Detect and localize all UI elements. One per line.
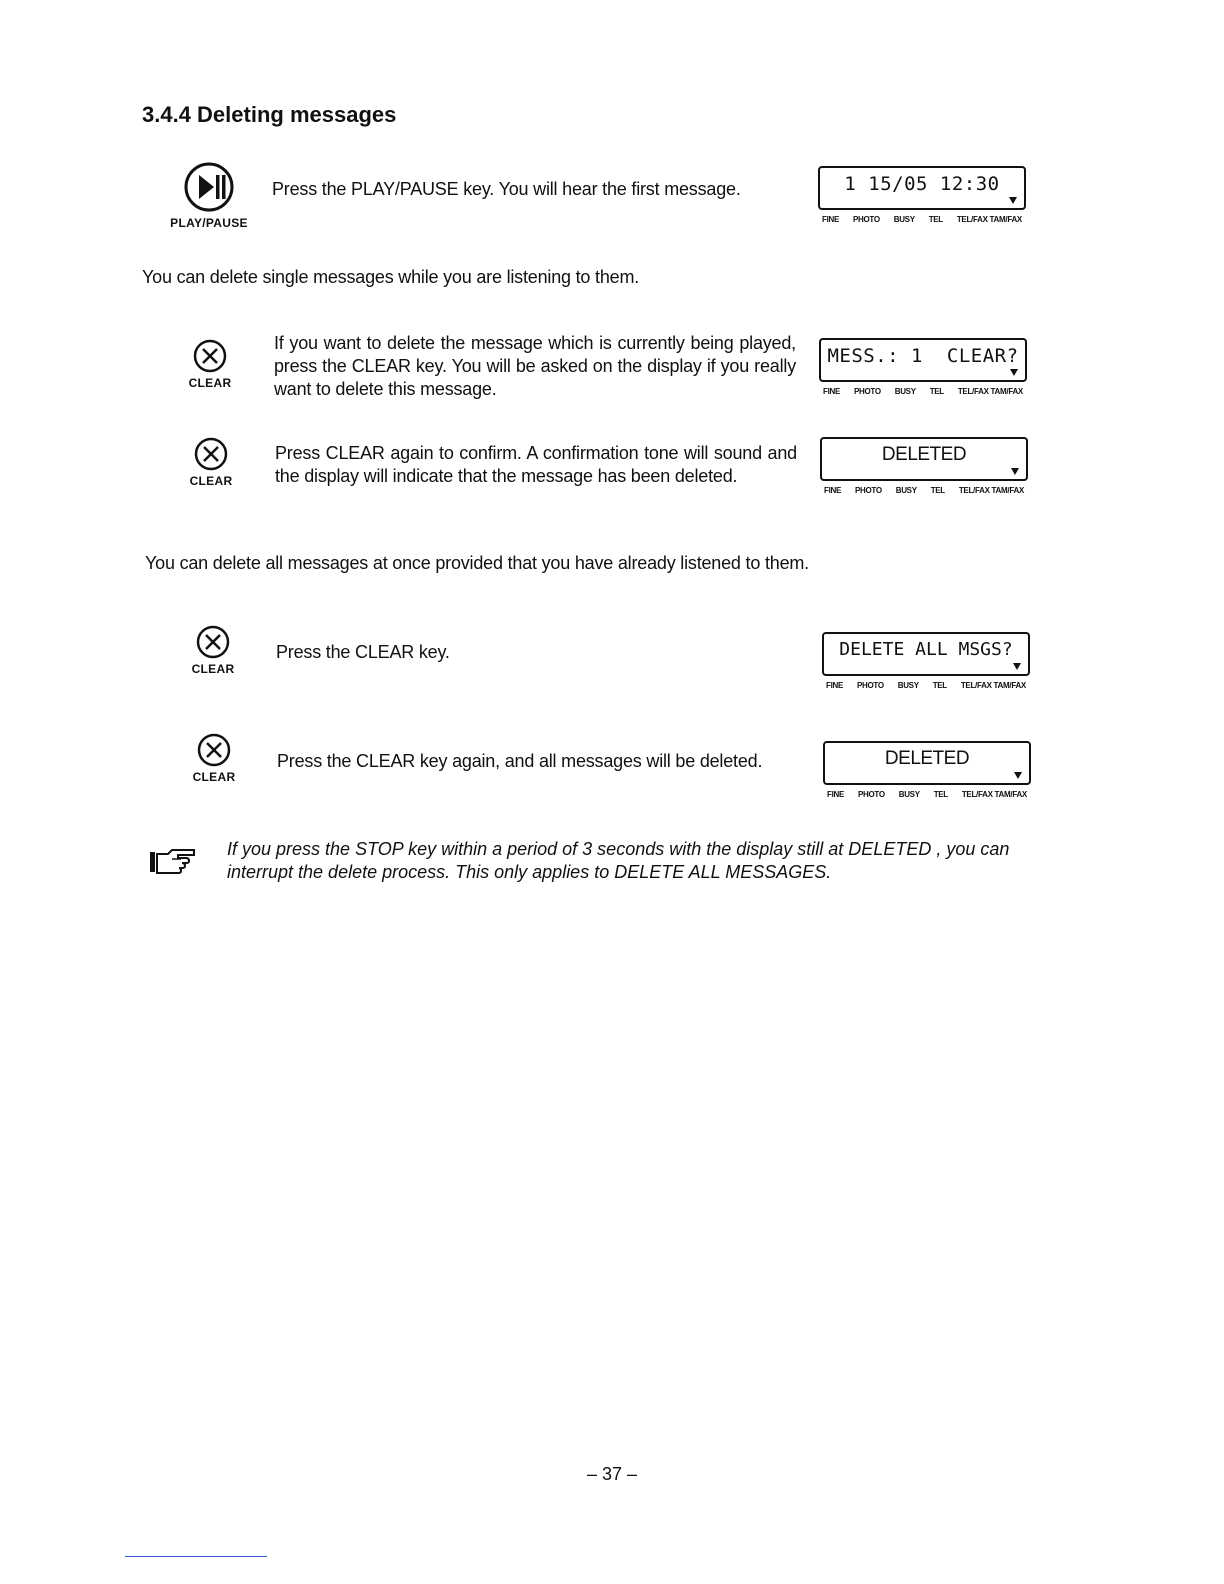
play-pause-icon: [182, 160, 236, 214]
clear-key-label: CLEAR: [189, 474, 233, 488]
indicator-photo: PHOTO: [852, 215, 880, 224]
clear-icon: [195, 624, 231, 660]
step-play-text: Press the PLAY/PAUSE key. You will hear the first message.: [272, 179, 741, 199]
clear-key-4: [169, 732, 259, 784]
indicator-tel: TEL: [933, 790, 948, 799]
clear-icon: [193, 436, 229, 472]
indicator-photo: PHOTO: [856, 681, 884, 690]
indicator-busy: BUSY: [898, 790, 920, 799]
lcd-indicators: [822, 676, 1030, 690]
indicator-telfax-tamfax: TEL/FAX TAM/FAX: [956, 215, 1022, 224]
indicator-tel: TEL: [930, 486, 945, 495]
indicator-fine: FINE: [827, 790, 845, 799]
note-text: If you press the STOP key within a period of 3 seconds with the display still at DELETED , you can interrupt the delete process. This only applies to DELETE ALL MESSAGES.: [227, 839, 1010, 882]
indicator-tel: TEL: [928, 215, 943, 224]
lcd-text: DELETE ALL MSGS?: [839, 639, 1013, 660]
lcd-display-clear2: [820, 437, 1028, 495]
clear-key-label: CLEAR: [188, 376, 232, 390]
indicator-busy: BUSY: [894, 387, 916, 396]
indicator-photo: PHOTO: [853, 387, 881, 396]
indicator-busy: BUSY: [893, 215, 915, 224]
indicator-tel: TEL: [932, 681, 947, 690]
down-arrow-icon: [1009, 197, 1017, 204]
page-heading: 3.4.4 Deleting messages: [142, 102, 397, 127]
lcd-display-clear1: [819, 338, 1027, 396]
play-pause-key: [164, 160, 254, 230]
lcd-indicators: [818, 210, 1026, 224]
indicator-photo: PHOTO: [854, 486, 882, 495]
lcd-indicators: [820, 481, 1028, 495]
indicator-fine: FINE: [822, 215, 840, 224]
indicator-busy: BUSY: [895, 486, 917, 495]
play-pause-key-label: PLAY/PAUSE: [170, 216, 248, 230]
step-clear2-text: Press CLEAR again to confirm. A confirmation tone will sound and the display will indicate that the message has been deleted.: [275, 443, 797, 486]
step-clear4-text: Press the CLEAR key again, and all messages will be deleted.: [277, 751, 763, 771]
lcd-display-clear3: [822, 632, 1030, 690]
down-arrow-icon: [1011, 468, 1019, 475]
indicator-fine: FINE: [823, 387, 841, 396]
lcd-text: MESS.: 1 CLEAR?: [827, 345, 1019, 367]
clear-icon: [196, 732, 232, 768]
clear-key-1: [165, 338, 255, 390]
lcd-text: DELETED: [881, 444, 967, 465]
down-arrow-icon: [1013, 663, 1021, 670]
footer-rule: [125, 1556, 267, 1557]
intro-all-text: You can delete all messages at once provided that you have already listened to them.: [145, 553, 809, 573]
lcd-indicators: [819, 382, 1027, 396]
indicator-telfax-tamfax: TEL/FAX TAM/FAX: [958, 486, 1024, 495]
page-number: – 37 –: [586, 1464, 638, 1484]
indicator-fine: FINE: [826, 681, 844, 690]
clear-key-3: [168, 624, 258, 676]
clear-key-label: CLEAR: [192, 770, 236, 784]
indicator-photo: PHOTO: [857, 790, 885, 799]
pointing-hand-icon: [148, 846, 200, 883]
indicator-telfax-tamfax: TEL/FAX TAM/FAX: [961, 790, 1027, 799]
indicator-fine: FINE: [824, 486, 842, 495]
clear-icon: [192, 338, 228, 374]
lcd-display-clear4: [823, 741, 1031, 799]
lcd-text: DELETED: [884, 748, 970, 769]
step-clear3-text: Press the CLEAR key.: [276, 642, 450, 662]
clear-key-2: [166, 436, 256, 488]
down-arrow-icon: [1010, 369, 1018, 376]
lcd-text: 1 15/05 12:30: [844, 173, 1000, 195]
down-arrow-icon: [1014, 772, 1022, 779]
clear-key-label: CLEAR: [191, 662, 235, 676]
indicator-tel: TEL: [929, 387, 944, 396]
indicator-busy: BUSY: [897, 681, 919, 690]
indicator-telfax-tamfax: TEL/FAX TAM/FAX: [960, 681, 1026, 690]
indicator-telfax-tamfax: TEL/FAX TAM/FAX: [957, 387, 1023, 396]
intro-single-text: You can delete single messages while you are listening to them.: [142, 267, 640, 287]
step-clear1-text: If you want to delete the message which is currently being played, press the CLEAR key. You will be asked on the display if you really want to delete this message.: [274, 333, 796, 399]
lcd-display-play: [818, 166, 1026, 224]
lcd-indicators: [823, 785, 1031, 799]
